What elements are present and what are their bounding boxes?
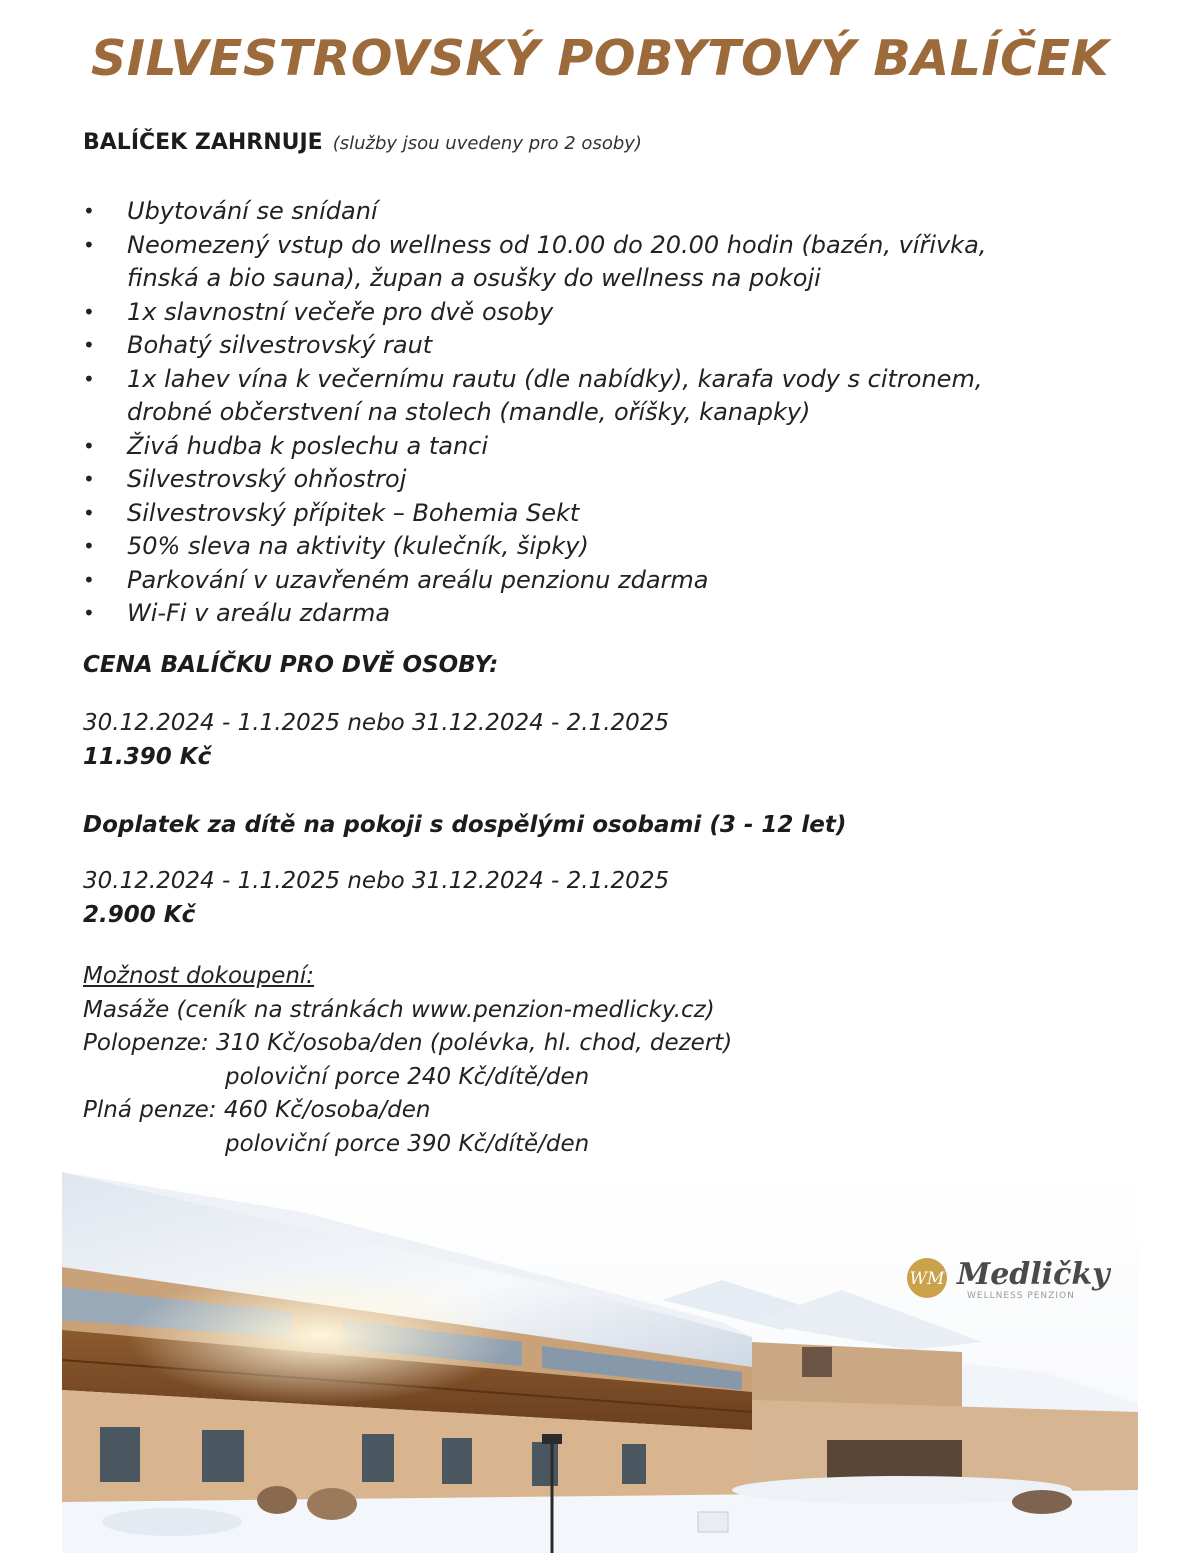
extras-massage: Masáže (ceník na stránkách www.penzion-medlicky.cz) <box>83 996 715 1023</box>
logo-name: Medličky <box>957 1257 1110 1292</box>
includes-list <box>83 195 1043 631</box>
includes-note: (služby jsou uvedeny pro 2 osoby) <box>332 133 642 154</box>
logo-tagline: WELLNESS PENZION <box>967 1291 1075 1301</box>
list-item: • Živá hudba k poslechu a tanci <box>83 430 1043 464</box>
list-item: • Parkování v uzavřeném areálu penzionu zdarma <box>83 564 1043 598</box>
child-price: 2.900 Kč <box>83 902 196 928</box>
extras-fullboard: Plná penze: 460 Kč/osoba/den <box>83 1097 431 1123</box>
medlicky-logo <box>905 1250 1115 1310</box>
logo-monogram: WM <box>909 1269 945 1289</box>
list-item: • 1x slavnostní večeře pro dvě osoby <box>83 296 1043 330</box>
extras-block <box>83 960 732 1161</box>
includes-heading <box>83 130 642 155</box>
child-surcharge-heading: Doplatek za dítě na pokoji s dospělými osobami (3 - 12 let) <box>83 812 847 838</box>
extras-halfboard-child: poloviční porce 240 Kč/dítě/den <box>225 1063 590 1090</box>
list-item: • Bohatý silvestrovský raut <box>83 329 1043 363</box>
list-item: • Ubytování se snídaní <box>83 195 1043 229</box>
list-item: • Silvestrovský přípitek – Bohemia Sekt <box>83 497 1043 531</box>
list-item: • 1x lahev vína k večernímu rautu (dle nabídky), karafa vody s citronem, drobné občerstvení na stolech (mandle, oříšky, kanapky) <box>83 363 1043 430</box>
list-item: • Wi-Fi v areálu zdarma <box>83 597 1043 631</box>
package-dates: 30.12.2024 - 1.1.2025 nebo 31.12.2024 - 2.1.2025 <box>83 710 670 736</box>
includes-heading-text: BALÍČEK ZAHRNUJE <box>83 130 323 155</box>
package-price: 11.390 Kč <box>83 744 212 770</box>
extras-heading: Možnost dokoupení: <box>83 963 315 989</box>
extras-halfboard: Polopenze: 310 Kč/osoba/den (polévka, hl. chod, dezert) <box>83 1030 733 1056</box>
child-dates: 30.12.2024 - 1.1.2025 nebo 31.12.2024 - 2.1.2025 <box>83 868 670 894</box>
list-item: • Silvestrovský ohňostroj <box>83 463 1043 497</box>
page-title: SILVESTROVSKÝ POBYTOVÝ BALÍČEK <box>90 30 1110 87</box>
extras-fullboard-child: poloviční porce 390 Kč/dítě/den <box>225 1130 590 1157</box>
price-heading: CENA BALÍČKU PRO DVĚ OSOBY: <box>83 652 499 678</box>
list-item: • 50% sleva na aktivity (kulečník, šipky) <box>83 530 1043 564</box>
pension-photo <box>62 1172 1138 1553</box>
list-item: • Neomezený vstup do wellness od 10.00 do 20.00 hodin (bazén, vířivka, finská a bio sauna), župan a osušky do wellness na pokoji <box>83 229 1043 296</box>
